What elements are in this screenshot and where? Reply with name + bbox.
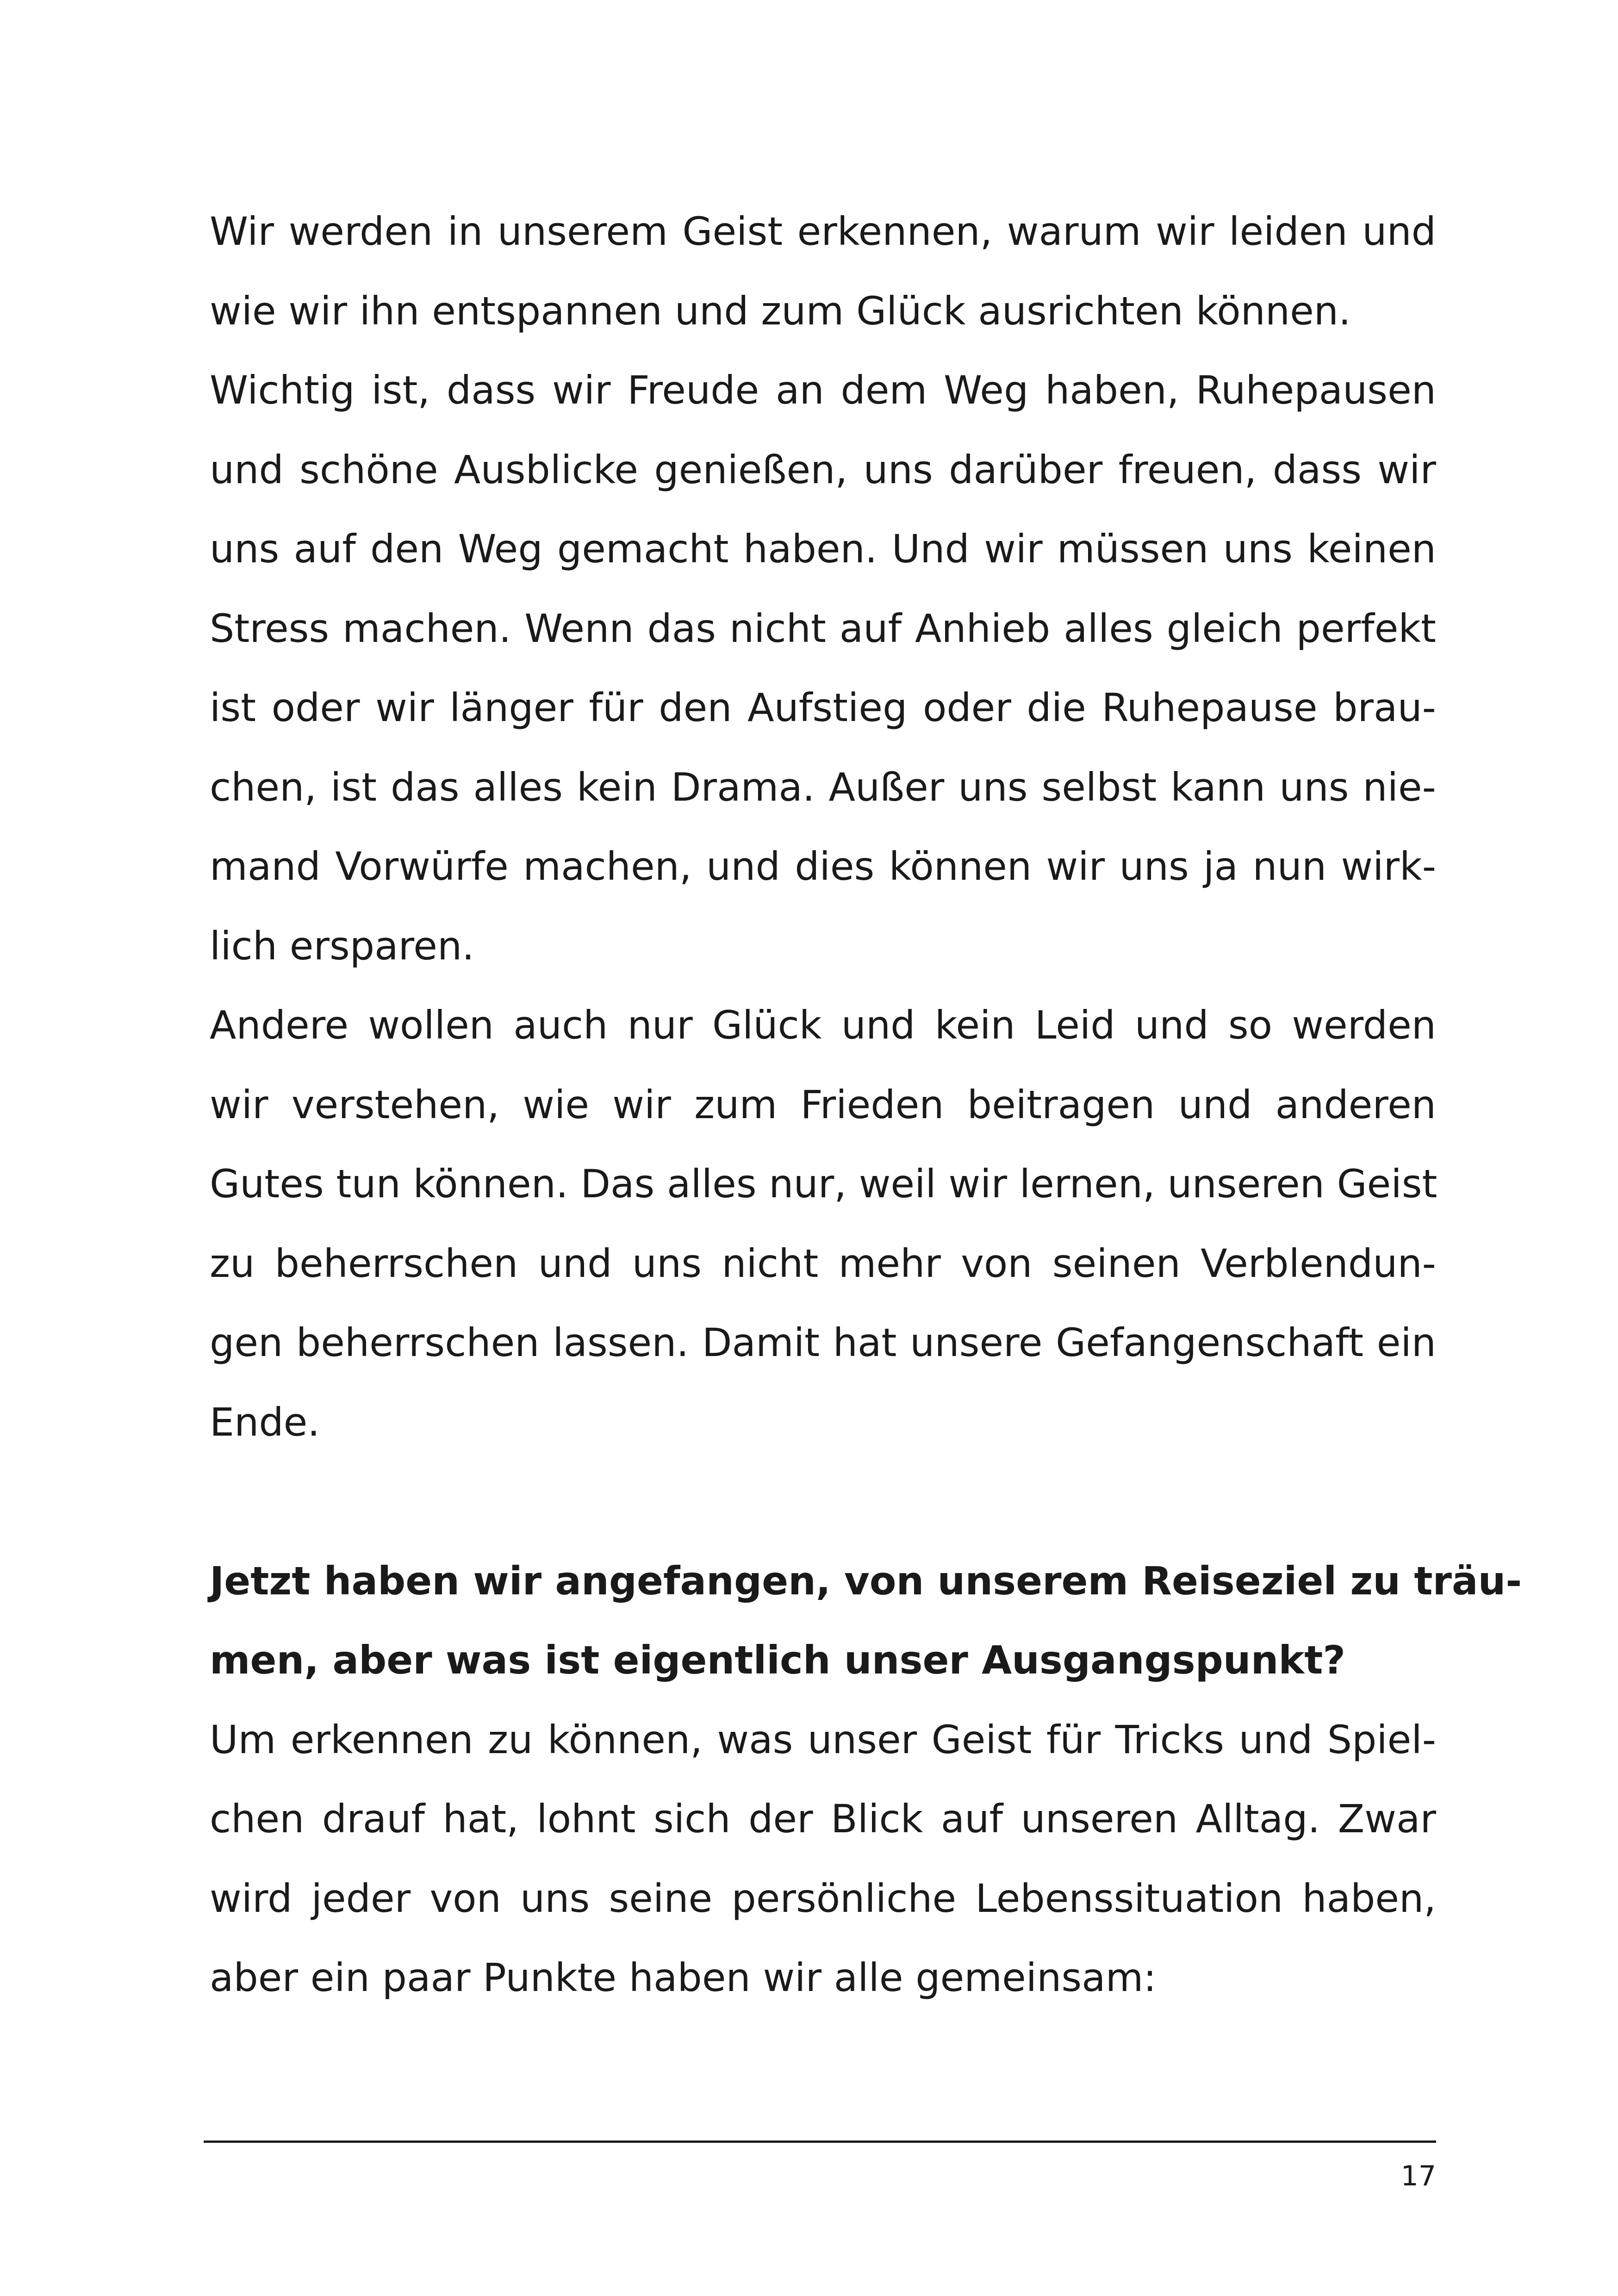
text-line: wird jeder von uns seine persönliche Lebenssituation haben,: [210, 1875, 1436, 1921]
text-line: gen beherrschen lassen. Damit hat unsere Gefangenschaft ein: [210, 1320, 1436, 1365]
text-line: chen drauf hat, lohnt sich der Blick auf unseren Alltag. Zwar: [210, 1796, 1436, 1842]
paragraph-3: [210, 986, 1436, 1462]
text-line: wie wir ihn entspannen und zum Glück ausrichten können.: [210, 288, 1351, 334]
page-body: [210, 192, 1522, 2018]
paragraph-1: [210, 192, 1436, 351]
text-line: lich ersparen.: [210, 923, 474, 969]
text-line: ist oder wir länger für den Aufstieg oder die Ruhepause brau-: [210, 685, 1436, 730]
text-line: wir verstehen, wie wir zum Frieden beitragen und anderen: [210, 1082, 1436, 1127]
text-line: Andere wollen auch nur Glück und kein Leid und so werden: [210, 1002, 1436, 1048]
heading-line: men, aber was ist eigentlich unser Ausgangspunkt?: [210, 1637, 1346, 1683]
text-line: Um erkennen zu können, was unser Geist für Tricks und Spiel-: [210, 1717, 1436, 1762]
page-number: 17: [1400, 2160, 1436, 2192]
text-line: uns auf den Weg gemacht haben. Und wir müssen uns keinen: [210, 526, 1436, 572]
text-line: zu beherrschen und uns nicht mehr von seinen Verblendun-: [210, 1240, 1436, 1286]
text-line: Gutes tun können. Das alles nur, weil wir lernen, unseren Geist: [210, 1161, 1438, 1207]
text-line: Stress machen. Wenn das nicht auf Anhieb alles gleich perfekt: [210, 605, 1436, 651]
paragraph-2: [210, 351, 1436, 986]
text-line: chen, ist das alles kein Drama. Außer uns selbst kann uns nie-: [210, 764, 1436, 810]
text-line: aber ein paar Punkte haben wir alle gemeinsam:: [210, 1955, 1157, 2000]
text-line: Wir werden in unserem Geist erkennen, warum wir leiden und: [210, 209, 1436, 254]
paragraph-gap: [210, 1462, 1436, 1542]
text-line: und schöne Ausblicke genießen, uns darüber freuen, dass wir: [210, 447, 1436, 492]
heading-line: Jetzt haben wir angefangen, von unserem Reiseziel zu träu-: [210, 1558, 1522, 1604]
text-line: mand Vorwürfe machen, und dies können wir uns ja nun wirk-: [210, 844, 1436, 889]
text-line: Wichtig ist, dass wir Freude an dem Weg haben, Ruhepausen: [210, 367, 1436, 413]
section-heading: [210, 1542, 1522, 1700]
text-line: Ende.: [210, 1399, 320, 1445]
footer-divider: [204, 2140, 1436, 2143]
paragraph-4: [210, 1700, 1436, 2018]
